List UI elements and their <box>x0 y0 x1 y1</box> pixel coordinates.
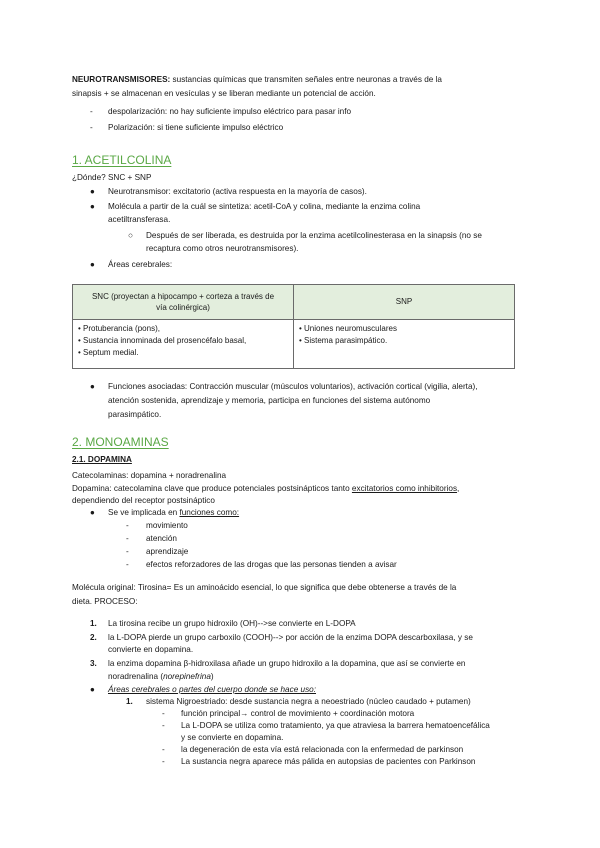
list-item: La sustancia negra aparece más pálida en autopsias de pacientes con Parkinson <box>181 757 476 766</box>
intro-definition: sustancias químicas que transmiten señales entre neuronas a través de la <box>170 75 442 84</box>
step-3-italic: norepinefrina <box>163 672 211 681</box>
list-item: atención <box>146 534 177 543</box>
subsection-heading-dopamina: 2.1. DOPAMINA <box>72 455 132 464</box>
table-header-row <box>73 285 515 320</box>
list-item: La L-DOPA se utiliza como tratamiento, ya que atraviesa la barrera hematoencefálica <box>181 721 490 730</box>
step-1: La tirosina recibe un grupo hidroxilo (OH)-->se convierte en L-DOPA <box>108 619 356 628</box>
dopamina-comma: , <box>457 484 460 493</box>
catecolaminas-line: Catecolaminas: dopamina + noradrenalina <box>72 471 227 480</box>
list-item: aprendizaje <box>146 547 189 556</box>
list-item: función principal→ control de movimiento + coordinación motora <box>181 709 415 718</box>
bullet-circle: ○ <box>128 231 133 240</box>
table-item: • Sustancia innominada del prosencéfalo basal, <box>78 336 247 346</box>
ach-sub-line-1: Después de ser liberada, es destruida por la enzima acetilcolinesterasa en la sinapsis (no se <box>146 231 482 240</box>
dash-marker: - <box>162 757 165 766</box>
bullet-dot: ● <box>90 685 95 694</box>
dash-marker: - <box>126 560 129 569</box>
step-2-line-1: la L-DOPA pierde un grupo carboxilo (COOH)--> por acción de la enzima DOPA descarboxilasa, y se <box>108 633 473 642</box>
dash-marker: - <box>162 709 165 718</box>
table-header-snc <box>73 285 294 320</box>
bullet-dot: ● <box>90 187 95 196</box>
list-item: y se convierte en dopamina. <box>181 733 284 742</box>
implicada-line <box>108 507 239 519</box>
dash-marker: - <box>90 123 93 132</box>
table-header-snc-line-2: vía colinérgica) <box>156 303 210 312</box>
step-3-line-1: la enzima dopamina β-hidroxilasa añade un grupo hidroxilo a la dopamina, que así se convierte en <box>108 659 466 668</box>
step-number: 1. <box>90 619 97 628</box>
bullet-dot: ● <box>90 508 95 517</box>
step-number: 2. <box>90 633 97 642</box>
table-item: • Sistema parasimpático. <box>299 336 388 346</box>
intro-dash-2: Polarización: si tiene suficiente impulso eléctrico <box>108 123 284 132</box>
dopamina-text: Dopamina: catecolamina clave que produce potenciales postsinápticos tanto <box>72 484 352 493</box>
dash-marker: - <box>126 547 129 556</box>
implicada-text: Se ve implicada en <box>108 508 180 517</box>
table-cell-snp <box>294 320 515 369</box>
areas-line: Áreas cerebrales o partes del cuerpo donde se hace uso: <box>108 685 317 694</box>
list-item: efectos reforzadores de las drogas que las personas tienden a avisar <box>146 560 397 569</box>
table-cell-snc <box>73 320 294 369</box>
nigroestriado-line: sistema Nigroestriado: desde sustancia negra a neoestriado (núcleo caudado + putamen) <box>146 697 471 706</box>
section-heading-acetilcolina: 1. ACETILCOLINA <box>72 153 172 167</box>
ach-bullet-2-line-2: acetiltransferasa. <box>108 215 171 224</box>
section-heading-monoaminas: 2. MONOAMINAS <box>72 435 169 449</box>
intro-dash-1: despolarización: no hay suficiente impulso eléctrico para pasar info <box>108 107 352 116</box>
step-number: 3. <box>90 659 97 668</box>
step-3-paren: ) <box>210 672 214 681</box>
step-3-text: noradrenalina ( <box>108 672 164 681</box>
step-number: 1. <box>126 697 133 706</box>
ach-bullet-1: Neurotransmisor: excitatorio (activa respuesta en la mayoría de casos). <box>108 187 367 196</box>
ach-functions-line-3: parasimpático. <box>108 410 162 419</box>
list-item: la degeneración de esta vía está relacionada con la enfermedad de parkinson <box>181 745 464 754</box>
dash-marker: - <box>126 534 129 543</box>
intro-term: NEUROTRANSMISORES: <box>72 75 171 84</box>
dash-marker: - <box>162 721 165 730</box>
bullet-dot: ● <box>90 260 95 269</box>
table-row <box>73 320 515 369</box>
table-item: • Protuberancia (pons), <box>78 324 160 333</box>
areas-table <box>72 284 515 369</box>
ach-functions-line-1: Funciones asociadas: Contracción muscular (músculos voluntarios), activación cortical (vigilia, alerta), <box>108 382 478 391</box>
dopamina-line-2: dependiendo del receptor postsináptico <box>72 496 215 505</box>
ach-where: ¿Dónde? SNC + SNP <box>72 173 152 182</box>
molecula-line-1: Molécula original: Tirosina= Es un aminoácido esencial, lo que significa que debe obtenerse a través de la <box>72 583 457 592</box>
intro-line-2: sinapsis + se almacenan en vesículas y se liberan mediante un potencial de acción. <box>72 89 376 98</box>
list-item: movimiento <box>146 521 188 530</box>
ach-bullet-3: Áreas cerebrales: <box>108 260 173 269</box>
dash-marker: - <box>90 107 93 116</box>
step-3-line-2 <box>108 671 214 683</box>
table-header-snp: SNP <box>294 285 515 320</box>
dash-marker: - <box>162 745 165 754</box>
table-item: • Septum medial. <box>78 348 139 358</box>
dopamina-underlined: excitatorios como inhibitorios <box>351 484 458 493</box>
table-header-snc-line-1: SNC (proyectan a hipocampo + corteza a través de <box>91 291 275 301</box>
bullet-dot: ● <box>90 382 95 391</box>
dopamina-line-1 <box>72 483 459 495</box>
bullet-dot: ● <box>90 202 95 211</box>
ach-functions-line-2: atención sostenida, aprendizaje y memoria, participa en funciones del sistema autónomo <box>108 396 431 405</box>
ach-sub-line-2: recaptura como otros neurotransmisores). <box>146 244 299 253</box>
dash-marker: - <box>126 521 129 530</box>
ach-bullet-2-line-1: Molécula a partir de la cuál se sintetiza: acetil-CoA y colina, mediante la enzima colina <box>108 202 421 211</box>
step-2-line-2: convierte en dopamina. <box>108 645 194 654</box>
implicada-underlined: funciones como: <box>179 508 240 517</box>
intro-line-1 <box>72 74 442 86</box>
molecula-line-2: dieta. PROCESO: <box>72 597 138 606</box>
table-item: • Uniones neuromusculares <box>299 324 397 333</box>
